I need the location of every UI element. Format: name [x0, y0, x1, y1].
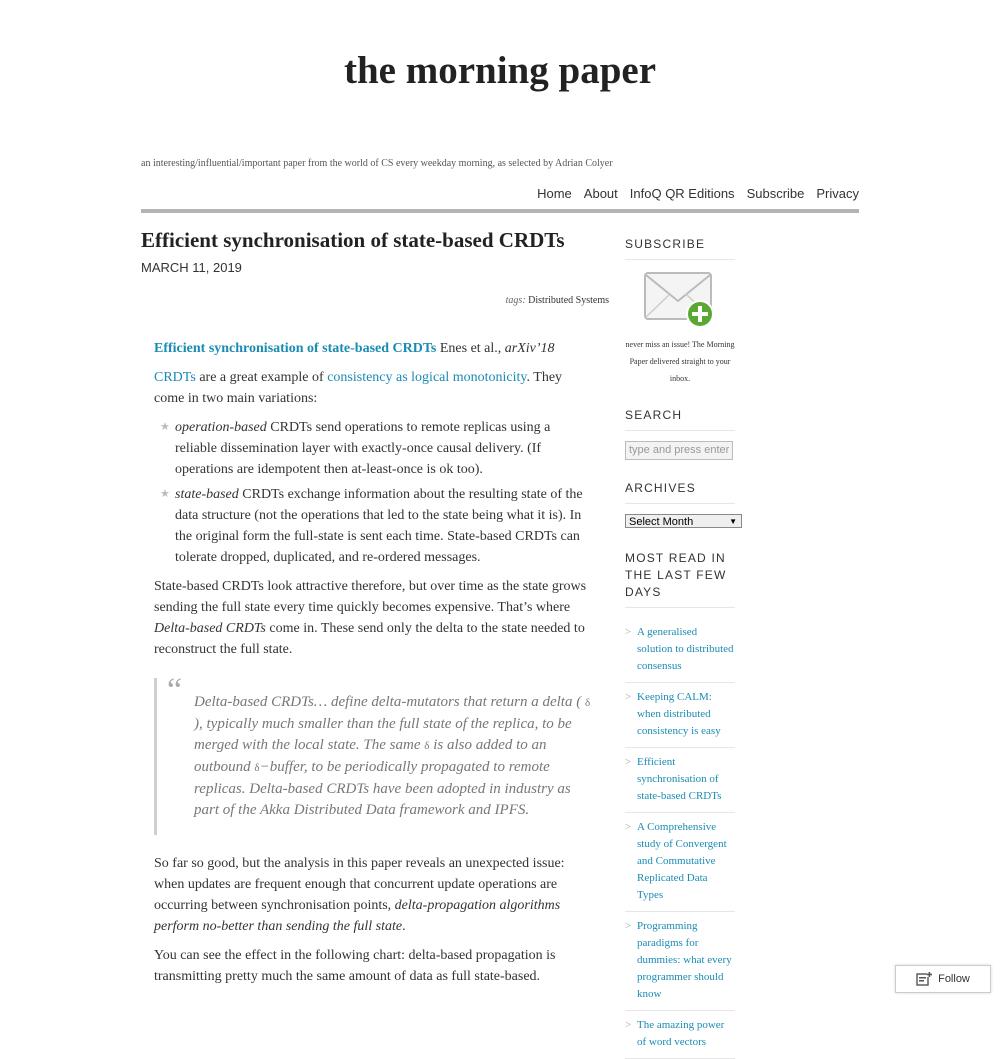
paragraph-emphasis: Delta-based CRDTs: [154, 621, 266, 636]
chevron-right-icon: >: [625, 1019, 632, 1031]
list-item: [160, 417, 594, 480]
subscribe-text: never miss an issue! The Morning Paper delivered straight to your inbox.: [625, 340, 735, 383]
paragraph-2: [154, 576, 594, 660]
chevron-down-icon: ▼: [729, 517, 737, 526]
delta-symbol: δ: [254, 762, 260, 774]
archives-select[interactable]: [625, 514, 742, 528]
nav-about[interactable]: About: [583, 186, 618, 201]
paragraph-text: . They come in two main variations:: [154, 370, 563, 406]
most-read-link[interactable]: A generalised solution to distributed consensus: [637, 626, 734, 672]
paper-link[interactable]: Efficient synchronisation of state-based CRDTs: [154, 341, 437, 356]
list-item: [625, 813, 735, 912]
chevron-right-icon: >: [625, 691, 632, 703]
chevron-right-icon: >: [625, 920, 632, 932]
list-item-text: CRDTs exchange information about the resulting state of the data structure (not the operations that led to the state being what it is). In the original form the full-state is sent each time. State-based CRDTs can tolerate dropped, duplicated, and re-ordered messages.: [175, 487, 583, 565]
site-title[interactable]: the morning paper: [344, 49, 656, 92]
paragraph-4: You can see the effect in the following chart: delta-based propagation is transmitting pretty much the same amount of data as full state-based.: [154, 948, 556, 984]
subscribe-widget-title: SUBSCRIBE: [625, 236, 735, 260]
paragraph-text: come in. These send only the delta to the state needed to reconstruct the full state.: [154, 621, 585, 657]
consistency-link[interactable]: consistency as logical monotonicity: [327, 370, 527, 385]
list-item-emphasis: operation-based: [175, 420, 267, 435]
nav-divider: [141, 209, 859, 213]
paragraph-text: State-based CRDTs look attractive therefore, but over time as the state grows sending the full state every time quickly becomes expensive. That’s where: [154, 579, 587, 615]
list-item: [625, 912, 735, 1011]
list-item: [625, 683, 735, 748]
chevron-right-icon: >: [625, 626, 632, 638]
paragraph-emphasis: delta-propagation algorithms perform no-better than sending the full state: [154, 898, 561, 934]
most-read-link[interactable]: Efficient synchronisation of state-based CRDTs: [637, 756, 722, 802]
search-widget-title: SEARCH: [625, 407, 735, 431]
tags-label: tags:: [505, 295, 526, 306]
paragraph-text: So far so good, but the analysis in this paper reveals an unexpected issue: when updates are frequent enough that concurrent update operations are occurring between synchronisation points,: [154, 856, 565, 913]
follow-button[interactable]: [895, 965, 991, 993]
sidebar: [625, 236, 745, 1059]
most-read-widget-title: MOST READ IN THE LAST FEW DAYS: [625, 550, 735, 608]
star-icon: ★: [160, 421, 170, 433]
nav-home[interactable]: Home: [537, 186, 572, 201]
most-read-list: [625, 618, 735, 1059]
star-icon: ★: [160, 488, 170, 500]
delta-symbol: δ: [584, 697, 591, 709]
post-tags: [420, 295, 609, 306]
post-date: MARCH 11, 2019: [141, 260, 242, 275]
most-read-link[interactable]: A Comprehensive study of Convergent and Commutative Replicated Data Types: [637, 821, 727, 901]
list-item-text: CRDTs send operations to remote replicas using a reliable dissemination layer with exactly-once causal delivery. (If operations are idempotent then at-least-once is ok too).: [175, 420, 551, 477]
crdts-link[interactable]: CRDTs: [154, 370, 196, 385]
chevron-right-icon: >: [625, 821, 632, 833]
list-item-emphasis: state-based: [175, 487, 239, 502]
follow-label: Follow: [938, 973, 970, 985]
quote-text: Delta-based CRDTs… define delta-mutators that return a delta (: [194, 694, 585, 710]
quote-mark-icon: “: [167, 672, 183, 709]
archives-selected-value: Select Month: [629, 516, 694, 528]
delta-symbol: δ: [424, 740, 430, 752]
lead-authors: Enes et al.,: [436, 341, 505, 356]
nav-subscribe[interactable]: Subscribe: [746, 186, 805, 201]
most-read-link[interactable]: Programming paradigms for dummies: what every programmer should know: [637, 920, 732, 1000]
nav-infoq[interactable]: InfoQ QR Editions: [629, 186, 735, 201]
variations-list: [154, 417, 594, 568]
site-tagline: an interesting/influential/important paper from the world of CS every weekday morning, as selected by Adrian Colyer: [141, 158, 613, 169]
paragraph-text: .: [402, 919, 406, 934]
list-item: [625, 748, 735, 813]
quote-text: ), typically much smaller than the full state of the replica, to be merged with the local state. The same: [194, 716, 572, 753]
quote-text: is also added to an outbound: [194, 737, 547, 775]
quote-text: −buffer, to be periodically propagated to remote replicas. Delta-based CRDTs have been adopted in industry as part of the Akka Distributed Data framework and IPFS.: [194, 759, 571, 818]
post-content: [154, 338, 594, 995]
chevron-right-icon: >: [625, 756, 632, 768]
tag-link[interactable]: Distributed Systems: [528, 295, 609, 306]
paragraph-text: are a great example of: [195, 370, 328, 385]
envelope-plus-icon[interactable]: [643, 270, 717, 330]
wordpress-follow-icon: [916, 972, 932, 986]
blockquote: [154, 672, 594, 835]
most-read-link[interactable]: Keeping CALM: when distributed consistency is easy: [637, 691, 721, 737]
lead-paragraph: [154, 338, 594, 359]
paragraph-1: [154, 367, 594, 409]
lead-venue: arXiv’18: [504, 341, 555, 356]
nav-privacy[interactable]: Privacy: [816, 186, 859, 201]
post-title[interactable]: Efficient synchronisation of state-based CRDTs: [141, 228, 565, 252]
list-item: [625, 1011, 735, 1059]
list-item: [160, 484, 594, 568]
search-input[interactable]: type and press enter: [625, 441, 733, 460]
list-item: [625, 618, 735, 683]
archives-widget-title: ARCHIVES: [625, 480, 735, 504]
most-read-link[interactable]: The amazing power of word vectors: [637, 1019, 725, 1048]
paragraph-3: [154, 853, 594, 937]
main-nav: [537, 186, 859, 201]
